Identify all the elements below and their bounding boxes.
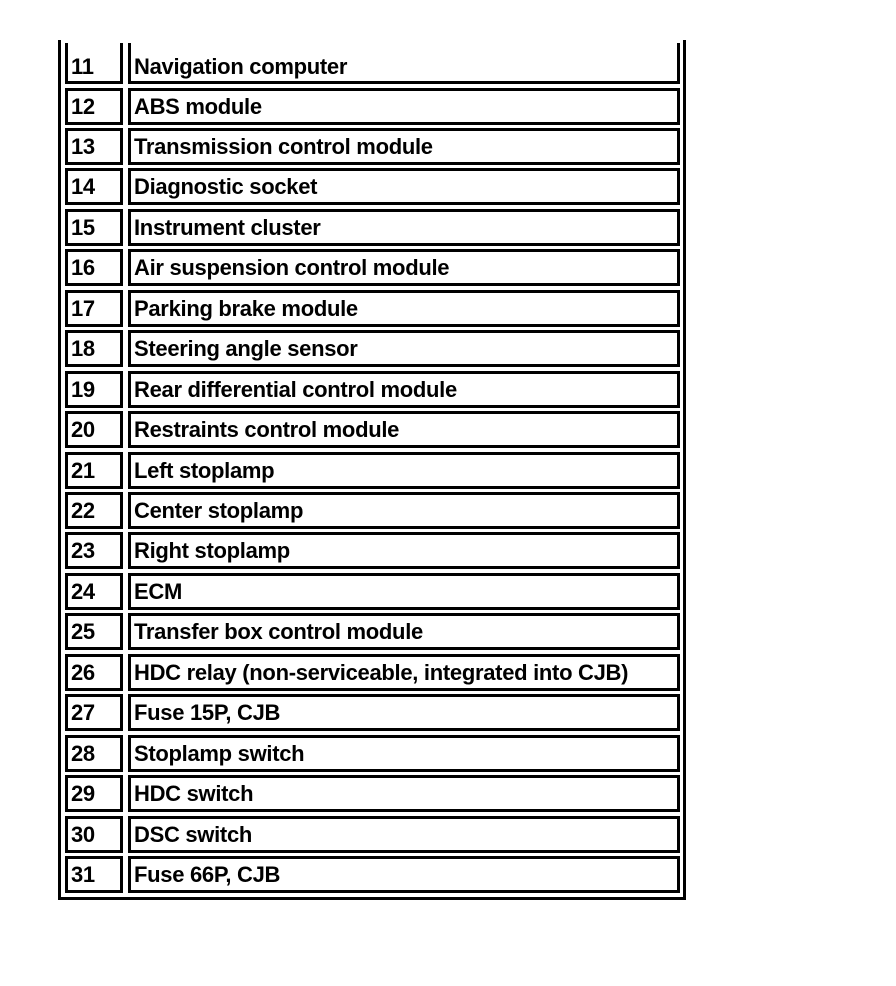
table-row (65, 654, 680, 691)
item-description: ECM (128, 573, 680, 610)
table-row (65, 492, 680, 529)
item-description: Center stoplamp (128, 492, 680, 529)
item-description: Transfer box control module (128, 613, 680, 650)
table-row (65, 735, 680, 772)
table-row (65, 411, 680, 448)
item-number: 23 (65, 532, 123, 569)
table-row (65, 88, 680, 125)
item-description: Parking brake module (128, 290, 680, 327)
item-number: 25 (65, 613, 123, 650)
item-description: Stoplamp switch (128, 735, 680, 772)
table-row (65, 532, 680, 569)
item-description: Instrument cluster (128, 209, 680, 246)
item-description: Steering angle sensor (128, 330, 680, 367)
item-number: 12 (65, 88, 123, 125)
table-row (65, 452, 680, 489)
item-description: HDC relay (non-serviceable, integrated into CJB) (128, 654, 680, 691)
table-row (65, 290, 680, 327)
item-description: Diagnostic socket (128, 168, 680, 205)
item-number: 13 (65, 128, 123, 165)
table-row (65, 168, 680, 205)
table-row (65, 47, 680, 84)
table-row (65, 816, 680, 853)
item-number: 30 (65, 816, 123, 853)
item-number: 26 (65, 654, 123, 691)
item-number: 18 (65, 330, 123, 367)
table-row (65, 330, 680, 367)
item-number: 21 (65, 452, 123, 489)
item-description: Rear differential control module (128, 371, 680, 408)
item-description: ABS module (128, 88, 680, 125)
item-number: 31 (65, 856, 123, 893)
item-number: 14 (65, 168, 123, 205)
item-description: Navigation computer (128, 43, 680, 84)
item-number: 24 (65, 573, 123, 610)
item-number: 29 (65, 775, 123, 812)
item-description: HDC switch (128, 775, 680, 812)
table-row (65, 775, 680, 812)
item-description: Fuse 15P, CJB (128, 694, 680, 731)
component-legend-table (58, 40, 686, 900)
item-description: Right stoplamp (128, 532, 680, 569)
item-description: Restraints control module (128, 411, 680, 448)
item-number: 28 (65, 735, 123, 772)
table-row (65, 128, 680, 165)
table-row (65, 371, 680, 408)
table-row (65, 209, 680, 246)
table-row (65, 694, 680, 731)
item-number: 17 (65, 290, 123, 327)
item-number: 11 (65, 43, 123, 84)
item-description: Fuse 66P, CJB (128, 856, 680, 893)
item-number: 16 (65, 249, 123, 286)
table-row (65, 573, 680, 610)
table-row (65, 613, 680, 650)
item-description: Left stoplamp (128, 452, 680, 489)
item-number: 27 (65, 694, 123, 731)
item-number: 20 (65, 411, 123, 448)
item-number: 19 (65, 371, 123, 408)
item-description: Air suspension control module (128, 249, 680, 286)
item-description: DSC switch (128, 816, 680, 853)
item-description: Transmission control module (128, 128, 680, 165)
item-number: 22 (65, 492, 123, 529)
table-row (65, 856, 680, 893)
item-number: 15 (65, 209, 123, 246)
table-row (65, 249, 680, 286)
